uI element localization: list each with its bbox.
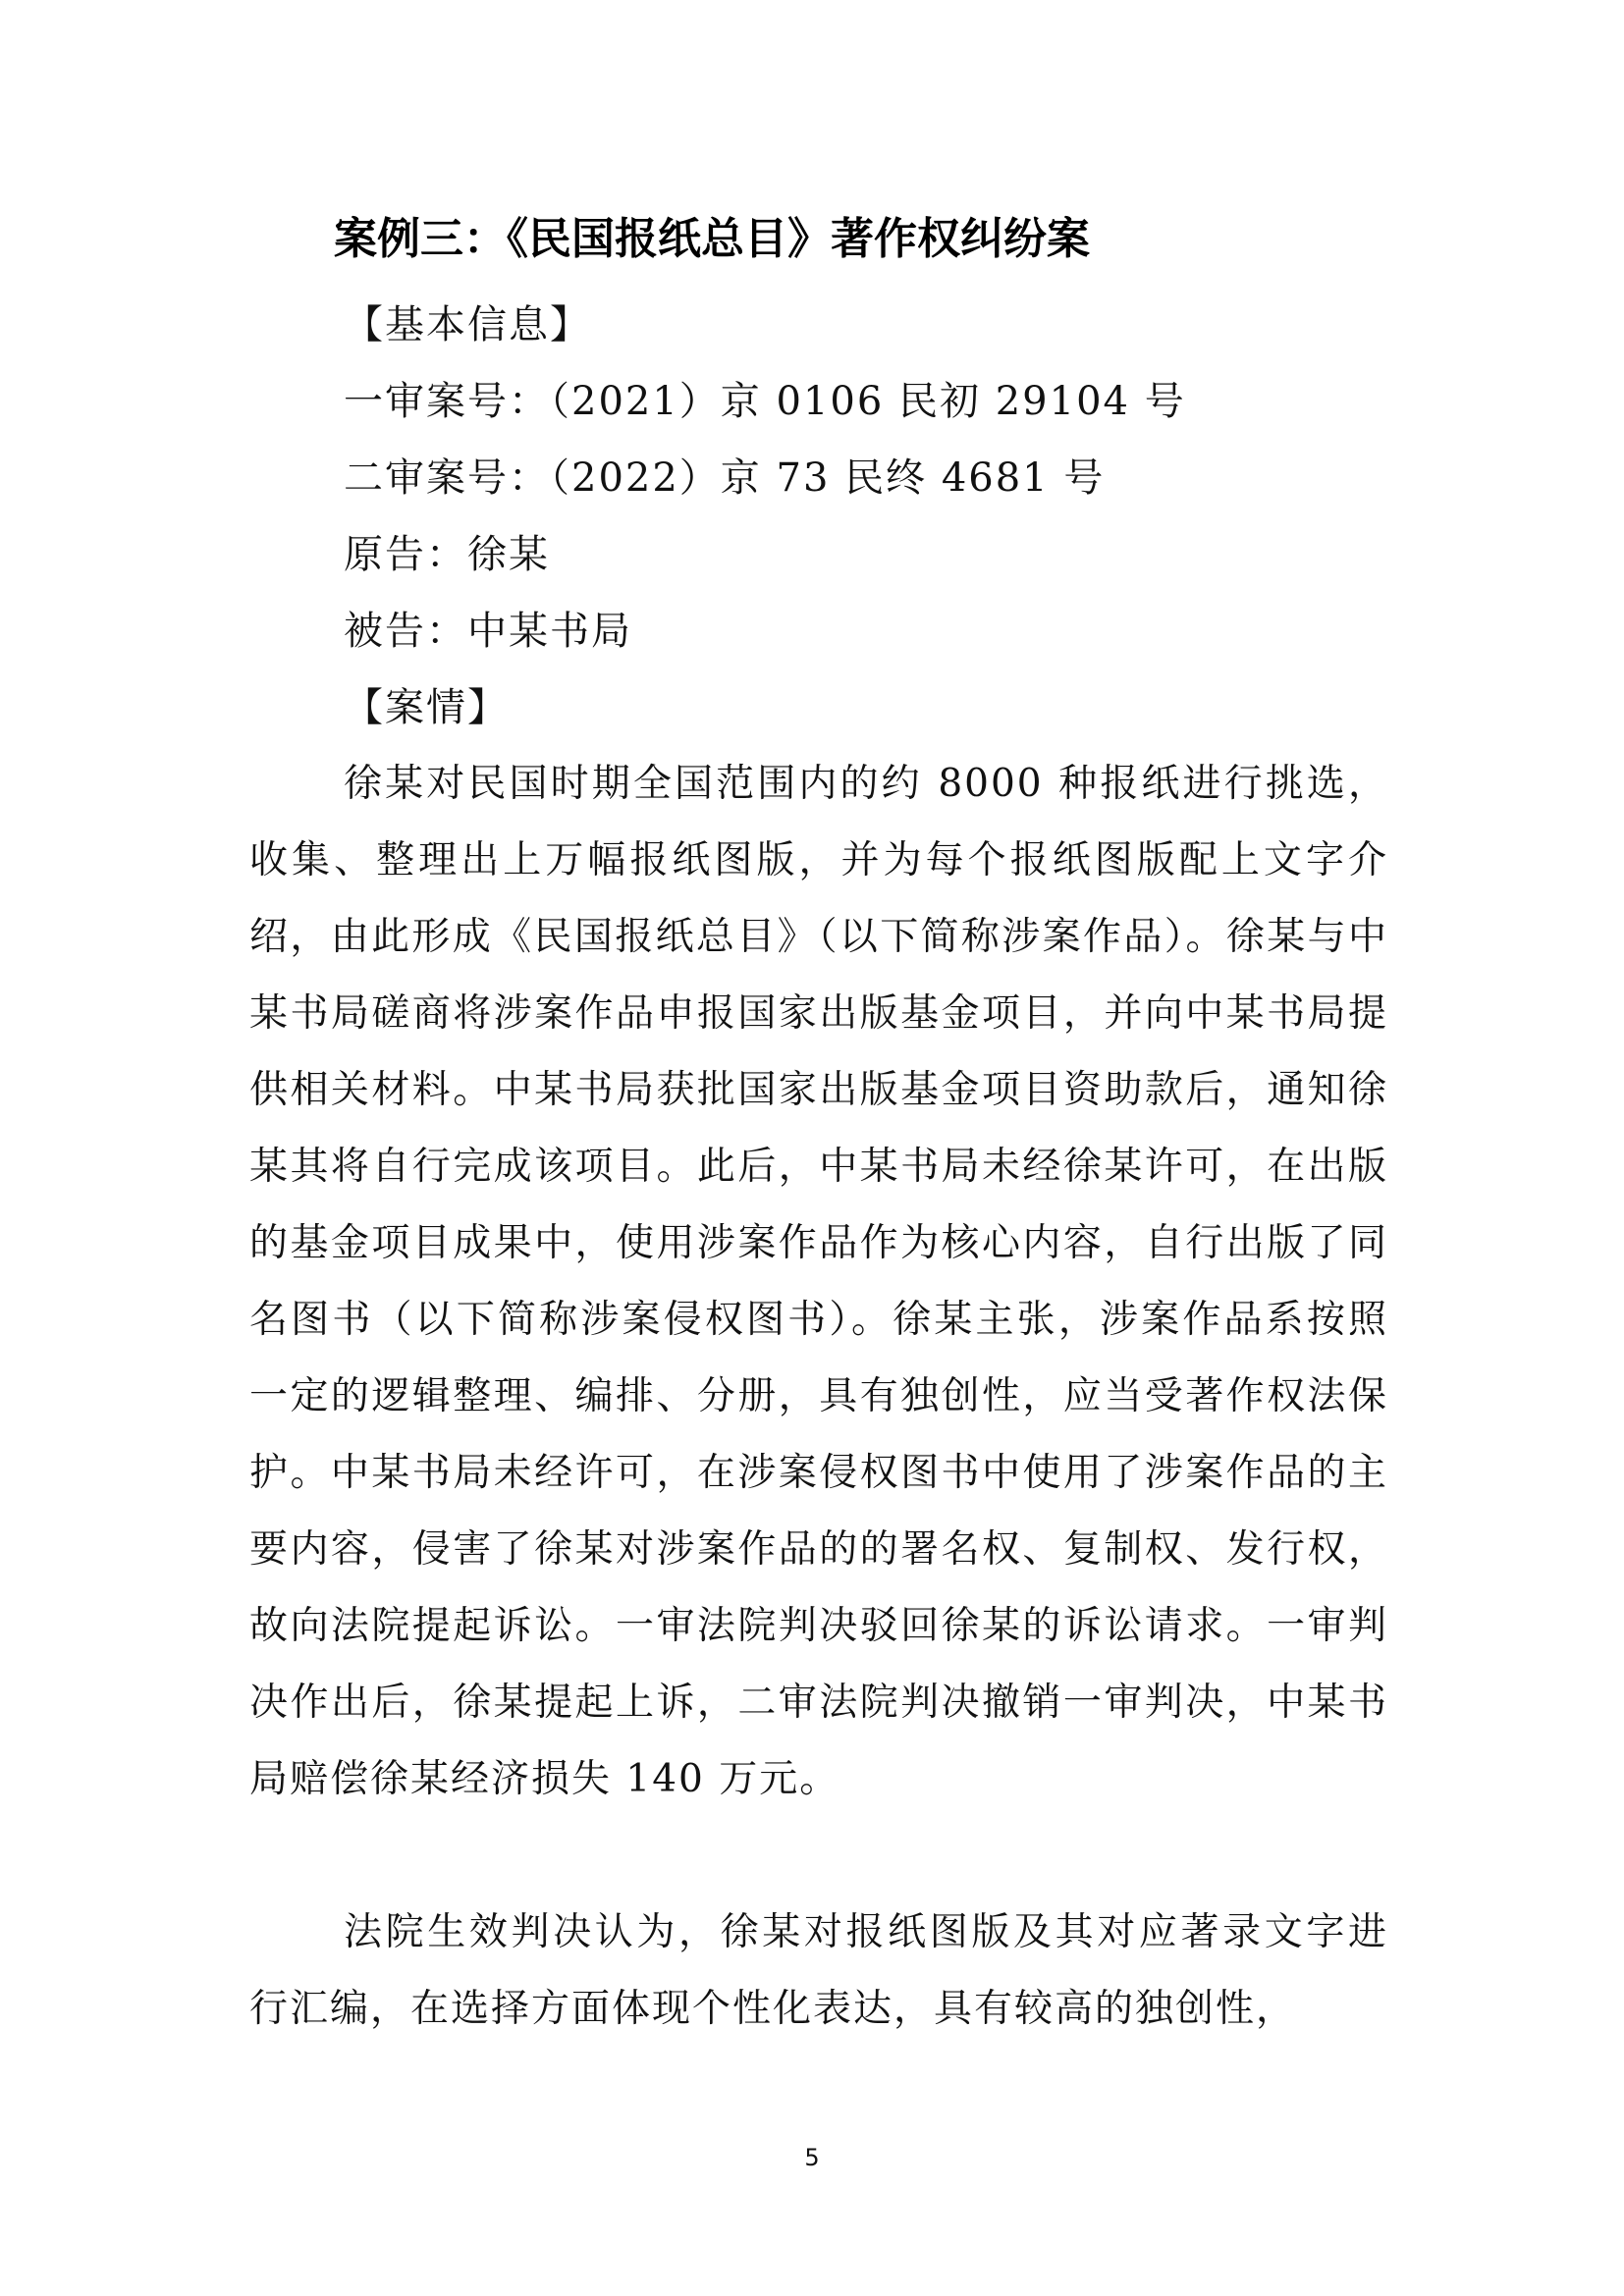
case-facts-label: 【案情】 [344,685,509,730]
case-facts-paragraph: 徐某对民国时期全国范围内的约 8000 种报纸进行挑选，收集、整理出上万幅报纸图版，并为每个报纸图版配上文字介绍，由此形成《民国报纸总目》（以下简称涉案作品）。徐某与中某书局磋商将涉案作品申报国家出版基金项目，并向中某书局提供相关材料。中某书局获批国家出版基金项目资助款后，通知徐某其将自行完成该项目。此后，中某书局未经徐某许可，在出版的基金项目成果中，使用涉案作品作为核心内容，自行出版了同名图书（以下简称涉案侵权图书）。徐某主张，涉案作品系按照一定的逻辑整理、编排、分册，具有独创性，应当受著作权法保护。中某书局未经许可，在涉案侵权图书中使用了涉案作品的主要内容，侵害了徐某对涉案作品的的署名权、复制权、发行权，故向法院提起诉讼。一审法院判决驳回徐某的诉讼请求。一审判决作出后，徐某提起上诉，二审法院判决撤销一审判决，中某书局赔偿徐某经济损失 140 万元。 [249,762,1388,1801]
case-title: 案例三：《民国报纸总目》著作权纠纷案 [334,214,1090,264]
basic-info-label: 【基本信息】 [344,302,591,347]
basic-info-list [344,287,1186,669]
plaintiff: 原告：徐某 [344,532,550,577]
first-instance-case-number: 一审案号：（2021）京 0106 民初 29104 号 [344,379,1186,424]
court-reasoning-paragraph: 法院生效判决认为，徐某对报纸图版及其对应著录文字进行汇编，在选择方面体现个性化表达，具有较高的独创性， [249,1910,1388,2031]
second-instance-case-number: 二审案号：（2022）京 73 民终 4681 号 [344,455,1106,501]
page-number: 5 [804,2144,820,2171]
defendant: 被告：中某书局 [344,609,632,654]
